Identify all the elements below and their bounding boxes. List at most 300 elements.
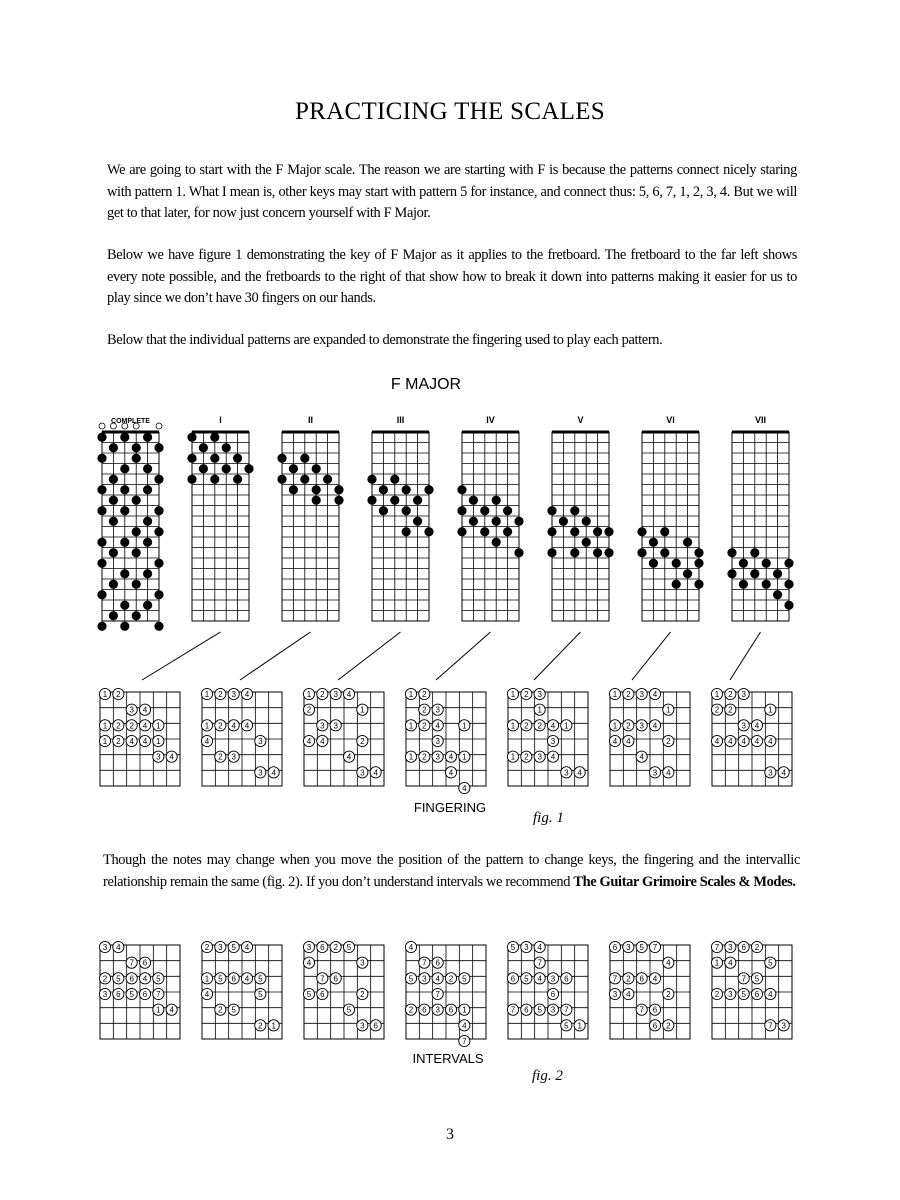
fingering-number: 1 — [408, 690, 414, 699]
note-dot — [480, 506, 489, 515]
fretboard-label: COMPLETE — [111, 418, 150, 425]
note-dot — [593, 548, 602, 557]
note-dot — [660, 548, 669, 557]
fingering-caption: FINGERING — [413, 800, 487, 815]
note-dot — [233, 454, 242, 463]
fingering-number: 4 — [346, 752, 352, 762]
interval-number: 5 — [564, 1021, 569, 1031]
note-dot — [143, 601, 152, 610]
fretboard-pattern-5 — [547, 415, 613, 621]
interval-number: 5 — [537, 1005, 542, 1015]
page-number: 3 — [446, 1126, 454, 1143]
interval-number: 6 — [741, 943, 746, 952]
fingering-number: 3 — [435, 705, 440, 715]
note-dot — [649, 559, 658, 568]
fingering-number: 4 — [271, 768, 276, 778]
interval-number: 2 — [333, 943, 338, 952]
interval-number: 5 — [258, 974, 263, 984]
fingering-number: 3 — [258, 768, 263, 778]
note-dot — [637, 527, 646, 536]
note-dot — [367, 496, 376, 505]
interval-number: 6 — [448, 1005, 454, 1015]
interval-number: 1 — [156, 1005, 161, 1015]
fingering-number: 4 — [204, 737, 210, 746]
note-dot — [784, 601, 793, 610]
fingering-pattern-3 — [303, 688, 384, 786]
note-dot — [570, 527, 579, 536]
interval-number: 7 — [320, 974, 325, 984]
interval-number: 4 — [728, 958, 733, 968]
intervals-paragraph — [103, 850, 800, 893]
note-dot — [210, 475, 219, 484]
interval-number: 6 — [320, 943, 325, 952]
interval-number: 6 — [422, 1005, 427, 1015]
note-dot — [390, 475, 399, 484]
note-dot — [120, 622, 129, 631]
fingering-number: 2 — [626, 690, 631, 699]
note-dot — [210, 433, 219, 442]
note-dot — [143, 485, 152, 494]
note-dot — [154, 443, 163, 452]
note-dot — [492, 517, 501, 526]
fingering-number: 1 — [510, 690, 516, 699]
fingering-number: 4 — [550, 752, 556, 762]
fingering-number: 4 — [244, 690, 250, 699]
note-dot — [120, 485, 129, 494]
interval-number: 6 — [510, 974, 516, 984]
interval-number: 3 — [612, 990, 618, 999]
fingering-number: 3 — [231, 752, 236, 762]
fingering-number: 4 — [666, 768, 671, 778]
interval-pattern-2 — [201, 941, 282, 1039]
note-dot — [120, 569, 129, 578]
fingering-number: 3 — [550, 737, 556, 746]
note-dot — [637, 548, 646, 557]
interval-number: 4 — [116, 943, 121, 952]
note-dot — [773, 590, 782, 599]
fingering-number: 3 — [231, 690, 236, 699]
fingering-number: 3 — [741, 690, 746, 699]
fingering-number: 3 — [320, 721, 325, 731]
interval-number: 3 — [550, 974, 556, 984]
note-dot — [750, 548, 759, 557]
interval-number: 6 — [373, 1021, 378, 1031]
interval-number: 4 — [666, 958, 671, 968]
note-dot — [120, 506, 129, 515]
interval-number: 2 — [102, 974, 108, 984]
note-dot — [672, 580, 681, 589]
note-dot — [413, 496, 422, 505]
interval-number: 5 — [258, 990, 263, 999]
note-dot — [660, 527, 669, 536]
note-dot — [154, 506, 163, 515]
connector-line — [632, 632, 671, 680]
interval-number: 2 — [666, 1021, 671, 1031]
interval-number: 3 — [102, 990, 108, 999]
intervals-caption: INTERVALS — [412, 1051, 484, 1066]
fingering-number: 3 — [156, 752, 161, 762]
interval-number: 1 — [204, 974, 210, 984]
interval-number: 2 — [218, 1005, 223, 1015]
interval-number: 2 — [714, 990, 720, 999]
connector-line — [730, 632, 761, 680]
interval-number: 3 — [626, 943, 631, 952]
fingering-number: 2 — [422, 690, 427, 699]
fingering-number: 4 — [550, 721, 556, 731]
note-dot — [480, 527, 489, 536]
fingering-number: 4 — [448, 752, 454, 762]
note-dot — [143, 569, 152, 578]
connector-line — [534, 632, 581, 680]
fingering-number: 3 — [258, 737, 263, 746]
interval-pattern-3 — [303, 941, 384, 1039]
interval-number: 4 — [537, 943, 542, 952]
fingering-description-paragraph: Below that the individual patterns are expanded to demonstrate the fingering used to play each pattern. — [107, 332, 663, 348]
note-dot — [379, 485, 388, 494]
note-dot — [300, 475, 309, 484]
interval-number: 5 — [306, 990, 312, 999]
fingering-number: 2 — [728, 705, 733, 715]
fingering-number: 2 — [422, 721, 427, 731]
fretboard-pattern-1 — [187, 415, 253, 621]
note-dot — [187, 454, 196, 463]
interval-number: 2 — [754, 943, 760, 952]
fingering-number: 1 — [102, 690, 108, 699]
fingering-number: 3 — [435, 752, 440, 762]
fingering-number: 2 — [218, 690, 223, 699]
note-dot — [289, 464, 298, 473]
interval-number: 6 — [612, 943, 618, 952]
fingering-pattern-6 — [609, 688, 690, 786]
fingering-number: 4 — [754, 721, 760, 731]
interval-number: 7 — [462, 1037, 467, 1046]
note-dot — [402, 506, 411, 515]
note-dot — [222, 464, 231, 473]
interval-number: 5 — [768, 958, 773, 968]
fingering-number: 1 — [360, 705, 365, 715]
interval-number: 7 — [156, 990, 161, 999]
fingering-number: 3 — [537, 690, 542, 699]
fingering-number: 2 — [360, 737, 365, 746]
note-dot — [469, 496, 478, 505]
fig1-label: fig. 1 — [533, 810, 564, 826]
fingering-number: 4 — [231, 721, 236, 731]
interval-number: 5 — [346, 943, 352, 952]
interval-number: 7 — [714, 943, 720, 952]
fingering-number: 1 — [612, 721, 618, 731]
interval-number: 5 — [231, 1005, 236, 1015]
note-dot — [132, 454, 141, 463]
fingering-number: 1 — [156, 721, 161, 731]
note-dot — [514, 548, 523, 557]
fingering-number: 2 — [422, 705, 427, 715]
fretboard-label: III — [396, 415, 405, 425]
interval-number: 3 — [422, 974, 427, 984]
note-dot — [143, 433, 152, 442]
note-dot — [143, 517, 152, 526]
interval-number: 7 — [652, 943, 658, 952]
interval-number: 3 — [728, 990, 733, 999]
fingering-number: 3 — [435, 737, 440, 746]
note-dot — [120, 433, 129, 442]
fingering-number: 4 — [448, 768, 454, 778]
note-dot — [109, 611, 118, 620]
note-dot — [120, 601, 129, 610]
fingering-number: 3 — [537, 752, 542, 762]
fingering-number: 3 — [333, 721, 338, 731]
note-dot — [109, 548, 118, 557]
note-dot — [97, 559, 106, 568]
note-dot — [277, 454, 286, 463]
interval-number: 4 — [244, 943, 250, 952]
note-dot — [199, 464, 208, 473]
fingering-number: 1 — [666, 705, 671, 715]
interval-pattern-6 — [609, 941, 690, 1039]
fingering-number: 4 — [306, 737, 312, 746]
note-dot — [132, 611, 141, 620]
connector-line — [142, 632, 221, 680]
fingering-number: 3 — [741, 721, 746, 731]
note-dot — [739, 580, 748, 589]
note-dot — [97, 590, 106, 599]
note-dot — [570, 506, 579, 515]
note-dot — [582, 517, 591, 526]
fingering-number: 3 — [129, 705, 134, 715]
fingering-number: 2 — [218, 752, 223, 762]
fingering-number: 1 — [612, 690, 618, 699]
fingering-number: 4 — [346, 690, 352, 699]
note-dot — [390, 496, 399, 505]
interval-number: 4 — [169, 1005, 174, 1015]
interval-number: 4 — [204, 990, 210, 999]
fingering-number: 3 — [333, 690, 338, 699]
fingering-number: 4 — [244, 721, 250, 731]
fingering-number: 2 — [306, 705, 312, 715]
note-dot — [683, 538, 692, 547]
note-dot — [649, 538, 658, 547]
fingering-number: 1 — [510, 721, 516, 731]
interval-number: 6 — [116, 990, 121, 999]
fingering-number: 2 — [129, 721, 134, 731]
connector-line — [240, 632, 311, 680]
figure-description-paragraph: Below we have figure 1 demonstrating the key of F Major as it applies to the fretboard. The fretboard to the far left shows every note possible, and the fretboards to the right of that show how to break it down into patterns making it easier for us to play since we don’t have 30 fingers on our hands. — [107, 247, 797, 306]
interval-number: 2 — [448, 974, 454, 984]
interval-number: 5 — [754, 974, 760, 984]
fingering-number: 2 — [218, 721, 223, 731]
fingering-number: 3 — [652, 768, 658, 778]
interval-number: 1 — [462, 1005, 467, 1015]
book-recommendation: The Guitar Grimoire Scales & Modes. — [573, 873, 796, 890]
fingering-number: 1 — [204, 721, 210, 731]
fretboard-pattern-7 — [727, 415, 793, 621]
note-dot — [570, 548, 579, 557]
note-dot — [750, 569, 759, 578]
interval-number: 4 — [142, 974, 148, 984]
interval-number: 2 — [626, 974, 631, 984]
note-dot — [97, 454, 106, 463]
interval-number: 6 — [435, 958, 440, 968]
fingering-number: 3 — [768, 768, 773, 778]
note-dot — [413, 517, 422, 526]
fingering-number: 4 — [462, 784, 467, 793]
note-dot — [503, 506, 512, 515]
note-dot — [132, 496, 141, 505]
fingering-number: 2 — [524, 690, 529, 699]
fingering-number: 2 — [422, 752, 427, 762]
note-dot — [97, 485, 106, 494]
note-dot — [109, 580, 118, 589]
fingering-number: 3 — [639, 690, 644, 699]
fretboard-pattern-4 — [457, 415, 523, 621]
interval-number: 5 — [639, 943, 644, 952]
interval-number: 6 — [524, 1005, 529, 1015]
fretboard-label: VI — [666, 415, 675, 425]
fingering-number: 1 — [102, 721, 108, 731]
note-dot — [109, 496, 118, 505]
fingering-pattern-7 — [711, 688, 792, 786]
note-dot — [784, 559, 793, 568]
interval-number: 2 — [408, 1005, 414, 1015]
note-dot — [604, 527, 613, 536]
interval-number: 7 — [612, 974, 618, 984]
interval-number: 5 — [741, 990, 746, 999]
fretboard-label: II — [307, 415, 314, 425]
note-dot — [132, 548, 141, 557]
interval-number: 6 — [564, 974, 569, 984]
note-dot — [593, 527, 602, 536]
fingering-pattern-5 — [507, 688, 588, 786]
interval-number: 5 — [116, 974, 121, 984]
note-dot — [402, 485, 411, 494]
interval-number: 6 — [754, 990, 760, 999]
note-dot — [727, 548, 736, 557]
note-dot — [244, 464, 253, 473]
note-dot — [367, 475, 376, 484]
fig2-label: fig. 2 — [532, 1068, 563, 1084]
interval-number: 2 — [258, 1021, 263, 1031]
fingering-number: 4 — [142, 721, 148, 731]
note-dot — [187, 433, 196, 442]
fingering-number: 4 — [435, 721, 440, 731]
fingering-number: 2 — [524, 752, 529, 762]
note-dot — [109, 443, 118, 452]
interval-number: 3 — [524, 943, 529, 952]
note-dot — [672, 559, 681, 568]
note-dot — [97, 538, 106, 547]
fingering-number: 2 — [116, 737, 121, 746]
fingering-number: 4 — [728, 737, 733, 746]
fingering-number: 4 — [373, 768, 378, 778]
fingering-number: 2 — [537, 721, 542, 731]
interval-number: 7 — [537, 958, 542, 968]
note-dot — [97, 433, 106, 442]
note-dot — [300, 454, 309, 463]
interval-number: 6 — [129, 974, 134, 984]
interval-number: 3 — [360, 1021, 365, 1031]
interval-number: 6 — [231, 974, 236, 984]
note-dot — [120, 464, 129, 473]
interval-number: 4 — [306, 958, 312, 968]
fingering-number: 4 — [768, 737, 773, 746]
interval-number: 3 — [306, 943, 312, 952]
connector-line — [436, 632, 491, 680]
fingering-number: 4 — [142, 737, 148, 746]
interval-number: 1 — [714, 958, 720, 968]
note-dot — [379, 506, 388, 515]
note-dot — [457, 527, 466, 536]
note-dot — [784, 580, 793, 589]
fingering-number: 4 — [612, 737, 618, 746]
note-dot — [233, 475, 242, 484]
note-dot — [727, 569, 736, 578]
interval-number: 5 — [218, 974, 223, 984]
interval-number: 4 — [244, 974, 250, 984]
interval-number: 6 — [142, 958, 148, 968]
interval-number: 7 — [639, 1005, 644, 1015]
note-dot — [694, 559, 703, 568]
fingering-number: 4 — [741, 737, 746, 746]
note-dot — [694, 548, 703, 557]
fingering-number: 1 — [408, 721, 414, 731]
interval-number: 6 — [639, 974, 644, 984]
interval-number: 2 — [666, 990, 671, 999]
fingering-number: 2 — [116, 721, 121, 731]
interval-number: 1 — [577, 1021, 582, 1031]
interval-number: 5 — [510, 943, 516, 952]
fingering-number: 1 — [564, 721, 569, 731]
fingering-number: 3 — [360, 768, 365, 778]
note-dot — [143, 538, 152, 547]
note-dot — [154, 590, 163, 599]
fingering-number: 1 — [408, 752, 414, 762]
fingering-pattern-2 — [201, 688, 282, 786]
interval-number: 5 — [156, 974, 161, 984]
interval-number: 5 — [346, 1005, 352, 1015]
fingering-number: 4 — [754, 737, 760, 746]
fretboard-label: VII — [754, 415, 767, 425]
note-dot — [187, 475, 196, 484]
interval-number: 7 — [129, 958, 134, 968]
fingering-number: 2 — [116, 690, 121, 699]
fretboard-pattern-2 — [277, 415, 343, 621]
interval-number: 5 — [408, 974, 414, 984]
fingering-number: 2 — [728, 690, 733, 699]
interval-number: 7 — [510, 1005, 516, 1015]
fingering-number: 2 — [320, 690, 325, 699]
fretboard-label: IV — [486, 415, 495, 425]
note-dot — [143, 464, 152, 473]
note-dot — [773, 569, 782, 578]
note-dot — [154, 559, 163, 568]
note-dot — [547, 527, 556, 536]
fingering-number: 1 — [510, 752, 516, 762]
note-dot — [559, 517, 568, 526]
page-title: PRACTICING THE SCALES — [294, 98, 606, 125]
note-dot — [604, 548, 613, 557]
fingering-pattern-1 — [99, 688, 180, 786]
fretboard-complete — [97, 418, 163, 631]
interval-number: 2 — [360, 990, 365, 999]
note-dot — [132, 580, 141, 589]
interval-number: 7 — [741, 974, 746, 984]
intervals-paragraph-text: Though the notes may change when you move the position of the pattern to change keys, the fingering and the intervallic relationship remain the same (fig. 2). If you don’t understand intervals we recommend — [103, 852, 800, 890]
interval-number: 5 — [524, 974, 529, 984]
fingering-number: 3 — [564, 768, 569, 778]
fingering-number: 1 — [102, 737, 108, 746]
interval-number: 7 — [422, 958, 427, 968]
note-dot — [199, 443, 208, 452]
interval-number: 7 — [435, 990, 440, 999]
